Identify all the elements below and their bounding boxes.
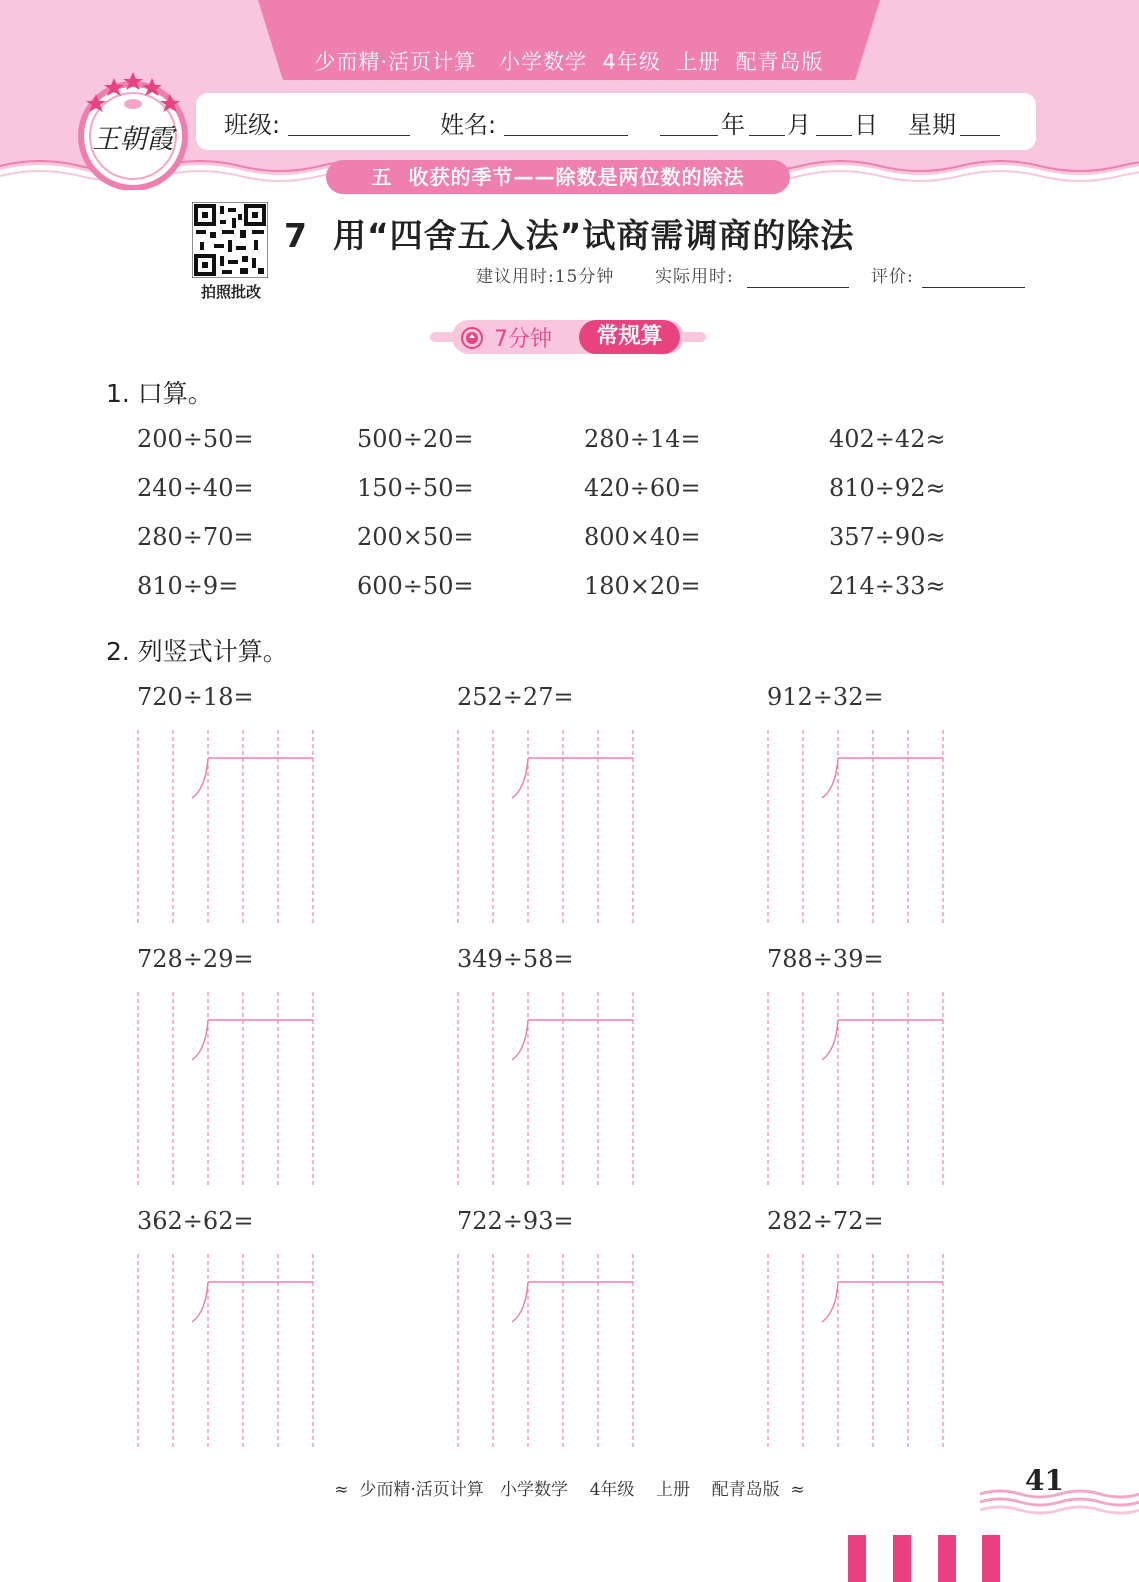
oral-expr: 357÷90≈ <box>829 523 946 551</box>
badge-type: 常规算 <box>579 320 680 354</box>
oral-expr: 810÷92≈ <box>829 474 946 502</box>
actual-time-field[interactable] <box>747 287 849 288</box>
division-grid[interactable] <box>764 1254 949 1447</box>
division-expr: 349÷58= <box>457 945 574 973</box>
clock-icon <box>460 326 484 350</box>
division-expr: 282÷72= <box>767 1207 884 1235</box>
name-field[interactable] <box>504 135 628 136</box>
footer-bar <box>893 1535 911 1582</box>
qr-code-icon[interactable] <box>192 202 268 278</box>
division-expr: 788÷39= <box>767 945 884 973</box>
division-bracket <box>512 1020 633 1060</box>
footer-waves <box>980 1488 1139 1520</box>
weekday-field[interactable] <box>960 135 1000 136</box>
division-grid[interactable] <box>764 730 949 923</box>
oral-expr: 240÷40= <box>137 474 254 502</box>
unit-title: 五 收获的季节——除数是两位数的除法 <box>326 160 790 194</box>
oral-expr: 180×20= <box>584 572 701 600</box>
division-expr: 252÷27= <box>457 683 574 711</box>
suggested-time: 建议用时:15分钟 <box>476 267 615 287</box>
footer-bar <box>982 1535 1000 1582</box>
footer-bar <box>848 1535 866 1582</box>
division-grid[interactable] <box>454 992 639 1185</box>
name-label: 姓名: <box>440 111 497 139</box>
oral-expr: 800×40= <box>584 523 701 551</box>
division-bracket <box>192 1020 313 1060</box>
division-bracket <box>192 1282 313 1322</box>
day-label: 日 <box>854 111 878 139</box>
q1-title: 1. 口算。 <box>106 379 213 408</box>
footer-series: ≈ 少而精·活页计算 小学数学 4年级 上册 配青岛版 ≈ <box>334 1480 805 1500</box>
division-grid[interactable] <box>134 992 319 1185</box>
class-label: 班级: <box>224 111 281 139</box>
oral-expr: 200÷50= <box>137 425 254 453</box>
division-grid[interactable] <box>764 992 949 1185</box>
brand-name: 王朝霞 <box>92 124 174 155</box>
division-grid[interactable] <box>134 730 319 923</box>
year-field[interactable] <box>660 135 718 136</box>
division-bracket <box>512 1282 633 1322</box>
brand-logo <box>76 64 190 190</box>
division-expr: 720÷18= <box>137 683 254 711</box>
division-expr: 362÷62= <box>137 1207 254 1235</box>
division-expr: 722÷93= <box>457 1207 574 1235</box>
division-bracket <box>822 1020 943 1060</box>
division-bracket <box>512 758 633 798</box>
division-grid[interactable] <box>134 1254 319 1447</box>
page-number: 41 <box>1025 1464 1064 1497</box>
qr-label: 拍照批改 <box>200 283 261 301</box>
evaluation-label: 评价: <box>871 267 914 287</box>
division-grid[interactable] <box>454 730 639 923</box>
division-bracket <box>822 1282 943 1322</box>
division-bracket <box>192 758 313 798</box>
lesson-title: 7 用“四舍五入法”试商需调商的除法 <box>284 216 855 255</box>
evaluation-field[interactable] <box>922 287 1025 288</box>
month-label: 月 <box>787 111 811 139</box>
student-info-box <box>196 93 1036 150</box>
oral-expr: 280÷14= <box>584 425 701 453</box>
oral-expr: 810÷9= <box>137 572 239 600</box>
q2-title: 2. 列竖式计算。 <box>106 637 288 666</box>
oral-expr: 200×50= <box>357 523 474 551</box>
oral-expr: 150÷50= <box>357 474 474 502</box>
division-expr: 912÷32= <box>767 683 884 711</box>
oral-expr: 420÷60= <box>584 474 701 502</box>
actual-time-label: 实际用时: <box>655 267 734 287</box>
oral-expr: 500÷20= <box>357 425 474 453</box>
day-field[interactable] <box>816 135 852 136</box>
month-field[interactable] <box>749 135 785 136</box>
oral-expr: 280÷70= <box>137 523 254 551</box>
oral-expr: 214÷33≈ <box>829 572 946 600</box>
division-expr: 728÷29= <box>137 945 254 973</box>
badge-minutes: 7分钟 <box>494 327 552 352</box>
footer-bar <box>938 1535 956 1582</box>
division-grid[interactable] <box>454 1254 639 1447</box>
series-title: 少而精·活页计算 小学数学 4年级 上册 配青岛版 <box>314 50 824 74</box>
year-label: 年 <box>721 111 745 139</box>
weekday-label: 星期 <box>908 111 956 139</box>
oral-expr: 402÷42≈ <box>829 425 946 453</box>
division-bracket <box>822 758 943 798</box>
oral-expr: 600÷50= <box>357 572 474 600</box>
class-field[interactable] <box>288 135 410 136</box>
